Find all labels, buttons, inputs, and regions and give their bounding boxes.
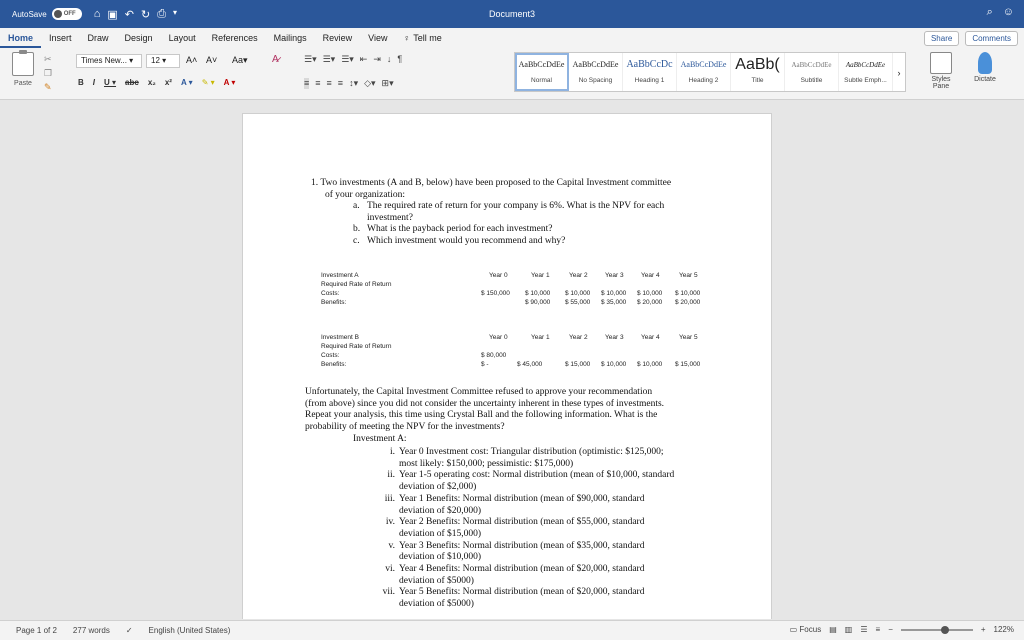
- zoom-slider[interactable]: [901, 629, 973, 631]
- title-bar: [0, 0, 1024, 28]
- tab-design[interactable]: Design: [124, 33, 153, 43]
- page-count[interactable]: Page 1 of 2: [16, 626, 57, 635]
- print-layout-icon[interactable]: ▤: [829, 625, 837, 634]
- format-painter-icon[interactable]: ✎: [44, 82, 52, 92]
- tell-me[interactable]: ♀ Tell me: [396, 28, 450, 48]
- autosave-toggle[interactable]: OFF: [52, 8, 82, 20]
- list-item: a. The required rate of return for your company is 6%. What is the NPV for each investment?: [353, 201, 665, 223]
- zoom-in-button[interactable]: +: [980, 625, 986, 634]
- highlight-icon[interactable]: ✎ ▾: [201, 78, 215, 87]
- styles-pane-icon: [930, 52, 952, 74]
- style-subtitle[interactable]: AaBbCcDdEe Subtitle: [785, 53, 839, 91]
- underline-button[interactable]: U ▾: [104, 78, 117, 87]
- ribbon-tabs: [0, 28, 1024, 48]
- microphone-icon: [978, 52, 992, 74]
- outline-view-icon[interactable]: ☰: [860, 625, 868, 634]
- styles-pane-button[interactable]: Styles Pane: [924, 52, 958, 90]
- align-right-icon[interactable]: ≡: [326, 78, 332, 88]
- print-icon[interactable]: ⎙: [157, 7, 167, 20]
- uncertainty-paragraph: Unfortunately, the Capital Investment Committee refused to approve your recommendation (from above) since you did not consider the uncertainty inherent in these types of investments. Repeat your analysis, this time using Crystal Ball and the following information. What is the probability of meeting the NPV for the investments? Investment A:: [305, 387, 715, 446]
- tab-draw[interactable]: Draw: [87, 33, 109, 43]
- tab-review[interactable]: Review: [322, 33, 353, 43]
- shading-icon[interactable]: ◇▾: [364, 78, 376, 88]
- list-item: vii. Year 5 Benefits: Normal distribution (mean of $20,000, standard deviation of $5000): [382, 587, 645, 610]
- zoom-out-button[interactable]: −: [888, 625, 893, 634]
- draft-view-icon[interactable]: ≡: [875, 625, 881, 634]
- customize-qat-icon[interactable]: ▾: [173, 7, 178, 17]
- list-item: i. Year 0 Investment cost: Triangular distribution (optimistic: $125,000; most likely: $150,000; pessimistic: $175,000): [389, 447, 664, 469]
- show-marks-icon[interactable]: ¶: [397, 54, 403, 64]
- home-icon[interactable]: ⌂: [93, 7, 101, 20]
- styles-expand-icon[interactable]: ›: [897, 68, 901, 78]
- list-item: ii. Year 1-5 operating cost: Normal distribution (mean of $10,000, standard deviation of $2,000): [387, 470, 675, 493]
- line-spacing-icon[interactable]: ↕▾: [349, 78, 359, 88]
- document-title: Document3: [488, 9, 536, 19]
- multilevel-list-icon[interactable]: ☰▾: [341, 54, 354, 64]
- copy-icon[interactable]: ❐: [44, 68, 53, 78]
- styles-gallery: [514, 52, 906, 92]
- focus-button[interactable]: ▭ Focus: [789, 625, 822, 634]
- investment-a-heading: Investment A:: [353, 433, 407, 444]
- investment-b-table: Investment B Required Rate of Return Costs: Benefits: Year 0 Year 1 Year 2 Year 3 Year 4 Year 5 $ 80,000 $ - $ 45,000 $ 15,000 $ 10,000 $ 10,000 $ 15,000: [321, 334, 701, 368]
- list-item: b. What is the payback period for each investment?: [353, 224, 553, 234]
- tab-insert[interactable]: Insert: [49, 33, 72, 43]
- align-left-icon[interactable]: ≡: [304, 78, 310, 88]
- document-page[interactable]: [242, 113, 772, 619]
- list-item: vi. Year 4 Benefits: Normal distribution (mean of $20,000, standard deviation of $5000): [385, 564, 645, 586]
- font-color-icon[interactable]: A ▾: [223, 78, 236, 87]
- ribbon: [0, 48, 1024, 100]
- list-item: iv. Year 2 Benefits: Normal distribution (mean of $55,000, standard deviation of $15,000): [385, 517, 645, 539]
- style-title[interactable]: AaBb( Title: [731, 53, 785, 91]
- italic-button[interactable]: I: [92, 78, 96, 87]
- style-heading-2[interactable]: AaBbCcDdEe Heading 2: [677, 53, 731, 91]
- clear-formatting-icon[interactable]: A̷: [272, 54, 279, 65]
- bold-button[interactable]: B: [78, 78, 84, 87]
- autosave-label: AutoSave: [12, 9, 47, 19]
- document-canvas[interactable]: [0, 101, 1024, 619]
- decrease-indent-icon[interactable]: ⇤: [359, 54, 368, 64]
- numbering-icon[interactable]: ☰▾: [322, 54, 336, 64]
- justify-icon[interactable]: ≡: [337, 78, 344, 88]
- tab-mailings[interactable]: Mailings: [273, 33, 307, 43]
- style-no-spacing[interactable]: AaBbCcDdEe No Spacing: [569, 53, 623, 91]
- search-icon[interactable]: ⌕: [986, 6, 993, 18]
- web-layout-icon[interactable]: ▥: [844, 625, 853, 634]
- tab-references[interactable]: References: [211, 33, 258, 43]
- undo-icon[interactable]: ↶: [124, 8, 134, 21]
- change-case-icon[interactable]: Aa▾: [232, 55, 248, 65]
- increase-indent-icon[interactable]: ⇥: [373, 54, 381, 64]
- subscript-button[interactable]: x₂: [147, 78, 156, 87]
- question-1: 1. Two investments (A and B, below) have been proposed to the Capital Investment committee of your organization:: [311, 178, 672, 200]
- proofing-icon[interactable]: ✓: [125, 626, 133, 635]
- investment-a-table: Investment A Required Rate of Return Costs: Benefits: Year 0 Year 1 Year 2 Year 3 Year 4 Year 5 $ 150,000 $ 10,000 $ 10,000 $ 10,000 $ 10,000 $ 10,000 $ 90,000 $ 55,000 $ 35,000 $ 20,000 $ 20,000: [321, 272, 701, 306]
- lightbulb-icon: ♀: [403, 33, 411, 43]
- list-item: c. Which investment would you recommend and why?: [353, 235, 566, 246]
- tab-layout[interactable]: Layout: [168, 33, 196, 43]
- language-status[interactable]: English (United States): [148, 626, 231, 635]
- question-1-items: [353, 201, 733, 247]
- cut-icon[interactable]: ✂: [44, 54, 52, 64]
- redo-icon[interactable]: ↻: [140, 8, 151, 21]
- account-icon[interactable]: ☺: [1002, 6, 1014, 18]
- dictate-button[interactable]: Dictate: [968, 52, 1002, 83]
- text-effects-icon[interactable]: A ▾: [180, 78, 193, 87]
- sort-icon[interactable]: ↓: [386, 54, 392, 64]
- tab-home[interactable]: Home: [0, 28, 41, 48]
- zoom-level[interactable]: 122%: [993, 625, 1014, 634]
- shrink-font-icon[interactable]: A˅: [206, 55, 218, 65]
- save-icon[interactable]: ▣: [107, 8, 118, 21]
- style-subtle-emphasis[interactable]: AaBbCcDdEe Subtle Emph...: [839, 53, 893, 91]
- style-normal[interactable]: AaBbCcDdEe Normal: [515, 53, 569, 91]
- status-bar: [0, 620, 1024, 640]
- align-center-icon[interactable]: ≡: [315, 78, 321, 88]
- word-count[interactable]: 277 words: [72, 626, 110, 635]
- grow-font-icon[interactable]: A˄: [186, 55, 198, 65]
- share-button[interactable]: Share: [924, 31, 959, 46]
- bullets-icon[interactable]: ☰▾: [304, 54, 317, 64]
- comments-button[interactable]: Comments: [965, 31, 1018, 46]
- font-size-select[interactable]: 12 ▾: [146, 54, 180, 68]
- zoom-slider-handle[interactable]: [941, 626, 949, 634]
- clipboard-icon: [12, 52, 34, 76]
- font-name-select[interactable]: Times New... ▾: [76, 54, 142, 68]
- strikethrough-button[interactable]: abc: [125, 78, 139, 87]
- paste-button[interactable]: Paste: [6, 52, 40, 87]
- list-item: v. Year 3 Benefits: Normal distribution (mean of $35,000, standard deviation of $10,000): [388, 540, 645, 563]
- tab-view[interactable]: View: [368, 33, 388, 43]
- borders-icon[interactable]: ⊞▾: [381, 78, 394, 88]
- superscript-button[interactable]: x²: [164, 78, 172, 87]
- distribution-list: [363, 447, 713, 611]
- style-heading-1[interactable]: AaBbCcDc Heading 1: [623, 53, 677, 91]
- list-item: iii. Year 1 Benefits: Normal distribution (mean of $90,000, standard deviation of $20,000): [384, 493, 645, 516]
